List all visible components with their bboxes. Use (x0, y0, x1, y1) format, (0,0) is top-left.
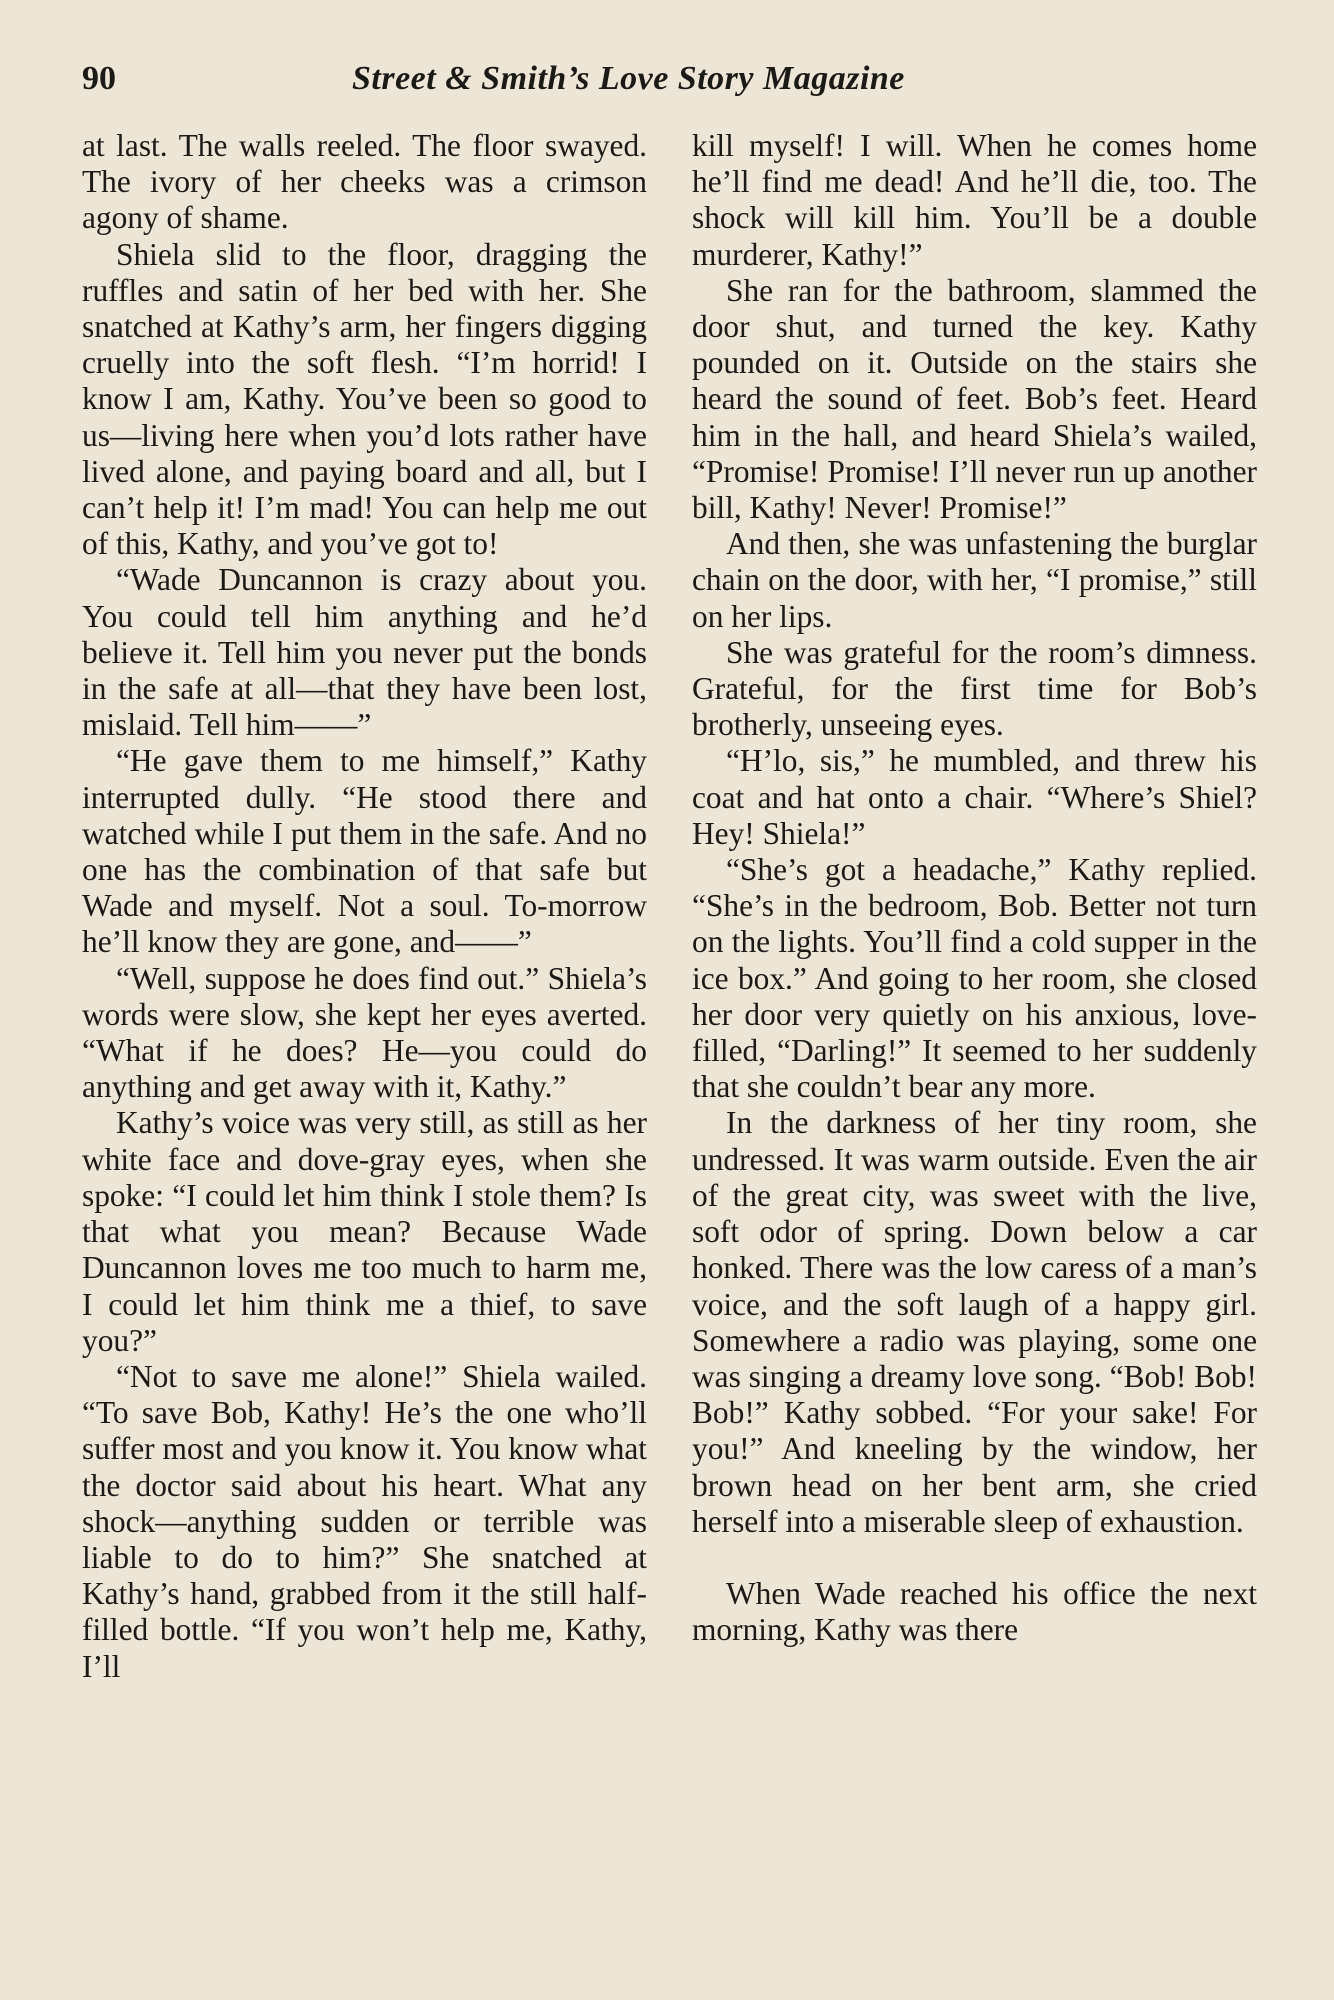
paragraph: at last. The walls reeled. The floor swayed. The ivory of her cheeks was a crimson agony of shame. (82, 128, 647, 236)
paragraph: She was grateful for the room’s dimness. Grateful, for the first time for Bob’s brotherly, unseeing eyes. (692, 634, 1257, 743)
paragraph: Kathy’s voice was very still, as still as her white face and dove-gray eyes, when she spoke: “I could let him think I stole them? Is that what you mean? Because Wade Duncannon loves me too much to harm me, I could let him think me a thief, to save you?” (82, 1105, 647, 1358)
right-column (692, 128, 1257, 1648)
paragraph: “H’lo, sis,” he mumbled, and threw his coat and hat onto a chair. “Where’s Shiel? Hey! Shiela!” (692, 743, 1257, 851)
paragraph: kill myself! I will. When he comes home he’ll find me dead! And he’ll die, too. The shock will kill him. You’ll be a double murderer, Kathy!” (692, 128, 1257, 272)
paragraph: When Wade reached his office the next morning, Kathy was there (692, 1575, 1257, 1648)
paragraph: “Wade Duncannon is crazy about you. You could tell him anything and he’d believe it. Tell him you never put the bonds in the safe at all—that they have been lost, mislaid. Tell him——” (82, 562, 647, 743)
paragraph: “Well, suppose he does find out.” Shiela’s words were slow, she kept her eyes averted. “What if he does? He—you could do anything and get away with it, Kathy.” (82, 960, 647, 1105)
paragraph: “Not to save me alone!” Shiela wailed. “To save Bob, Kathy! He’s the one who’ll suffer most and you know it. You know what the doctor said about his heart. What any shock—anything sudden or terrible was liable to do to him?” She snatched at Kathy’s hand, grabbed from it the still half-filled bottle. “If you won’t help me, Kathy, I’ll (82, 1358, 647, 1684)
paragraph: In the darkness of her tiny room, she undressed. It was warm outside. Even the air of the great city, was sweet with the live, soft odor of spring. Down below a car honked. There was the low caress of a man’s voice, and the soft laugh of a happy girl. Somewhere a radio was playing, some one was singing a dreamy love song. “Bob! Bob! Bob!” Kathy sobbed. “For your sake! For you!” And kneeling by the window, her brown head on her bent arm, she cried herself into a miserable sleep of exhaustion. (692, 1105, 1257, 1539)
paragraph: “She’s got a headache,” Kathy replied. “She’s in the bedroom, Bob. Better not turn on the lights. You’ll find a cold supper in the ice box.” And going to her room, she closed her door very quietly on his anxious, love-filled, “Darling!” It seemed to her suddenly that she couldn’t bear any more. (692, 852, 1257, 1105)
paragraph: She ran for the bathroom, slammed the door shut, and turned the key. Kathy pounded on it. Outside on the stairs she heard the sound of feet. Bob’s feet. Heard him in the hall, and heard Shiela’s wailed, “Promise! Promise! I’ll never run up another bill, Kathy! Never! Promise!” (692, 272, 1257, 526)
paragraph: “He gave them to me himself,” Kathy interrupted dully. “He stood there and watched while I put them in the safe. And no one has the combination of that safe but Wade and myself. Not a soul. To-morrow he’ll know they are gone, and——” (82, 743, 647, 960)
left-column (82, 128, 647, 1685)
page-header (82, 55, 1262, 103)
running-title: Street & Smith’s Love Story Magazine (352, 60, 905, 97)
page-number: 90 (82, 60, 116, 97)
paragraph: Shiela slid to the floor, dragging the ruffles and satin of her bed with her. She snatched at Kathy’s arm, her fingers digging cruelly into the soft flesh. “I’m horrid! I know I am, Kathy. You’ve been so good to us—living here when you’d lots rather have lived alone, and paying board and all, but I can’t help it! I’m mad! You can help me out of this, Kathy, and you’ve got to! (82, 236, 647, 562)
paragraph: And then, she was unfastening the burglar chain on the door, with her, “I promise,” still on her lips. (692, 526, 1257, 634)
